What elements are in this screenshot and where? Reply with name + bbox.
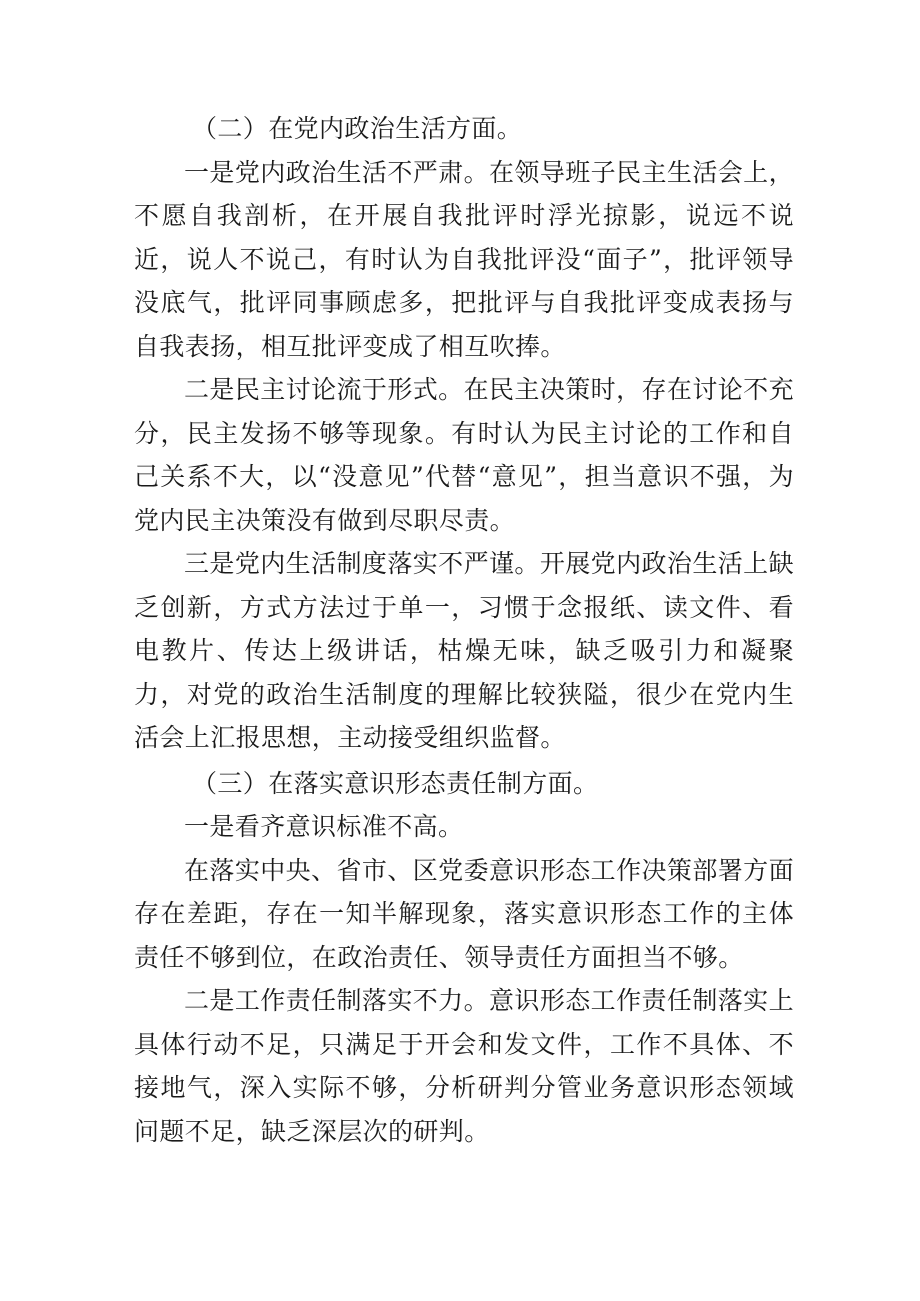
section-heading-2: （二）在党内政治生活方面。 — [192, 114, 523, 143]
paragraph-2-3: 三是党内生活制度落实不严谨。开展党内政治生活上缺乏创新，方式方法过于单一，习惯于念报纸、读文件、看电教片、传达上级讲话，枯燥无味，缺乏吸引力和凝聚力，对党的政治生活制度的理解比较狭隘，很少在党内生活会上汇报思想，主动接受组织监督。 — [134, 549, 794, 752]
paragraph-3-3: 二是工作责任制落实不力。意识形态工作责任制落实上具体行动不足，只满足于开会和发文件，工作不具体、不接地气，深入实际不够，分析研判分管业务意识形态领域问题不足，缺乏深层次的研判。 — [134, 986, 794, 1146]
paragraph-3-2: 在落实中央、省市、区党委意识形态工作决策部署方面存在差距，存在一知半解现象，落实意识形态工作的主体责任不够到位，在政治责任、领导责任方面担当不够。 — [134, 855, 794, 972]
section-heading-3: （三）在落实意识形态责任制方面。 — [192, 768, 599, 798]
paragraph-2-2: 二是民主讨论流于形式。在民主决策时，存在讨论不充分，民主发扬不够等现象。有时认为民主讨论的工作和自己关系不大，以“没意见”代替“意见”，担当意识不强，为党内民主决策没有做到尽职尽责。 — [134, 375, 794, 535]
paragraph-2-1: 一是党内政治生活不严肃。在领导班子民主生活会上，不愿自我剖析，在开展自我批评时浮光掠影，说远不说近，说人不说己，有时认为自我批评没“面子”，批评领导没底气，批评同事顾虑多，把批评与自我批评变成表扬与自我表扬，相互批评变成了相互吹捧。 — [134, 157, 794, 361]
paragraph-3-1: 一是看齐意识标准不高。 — [184, 812, 464, 841]
document-body — [134, 107, 794, 1153]
